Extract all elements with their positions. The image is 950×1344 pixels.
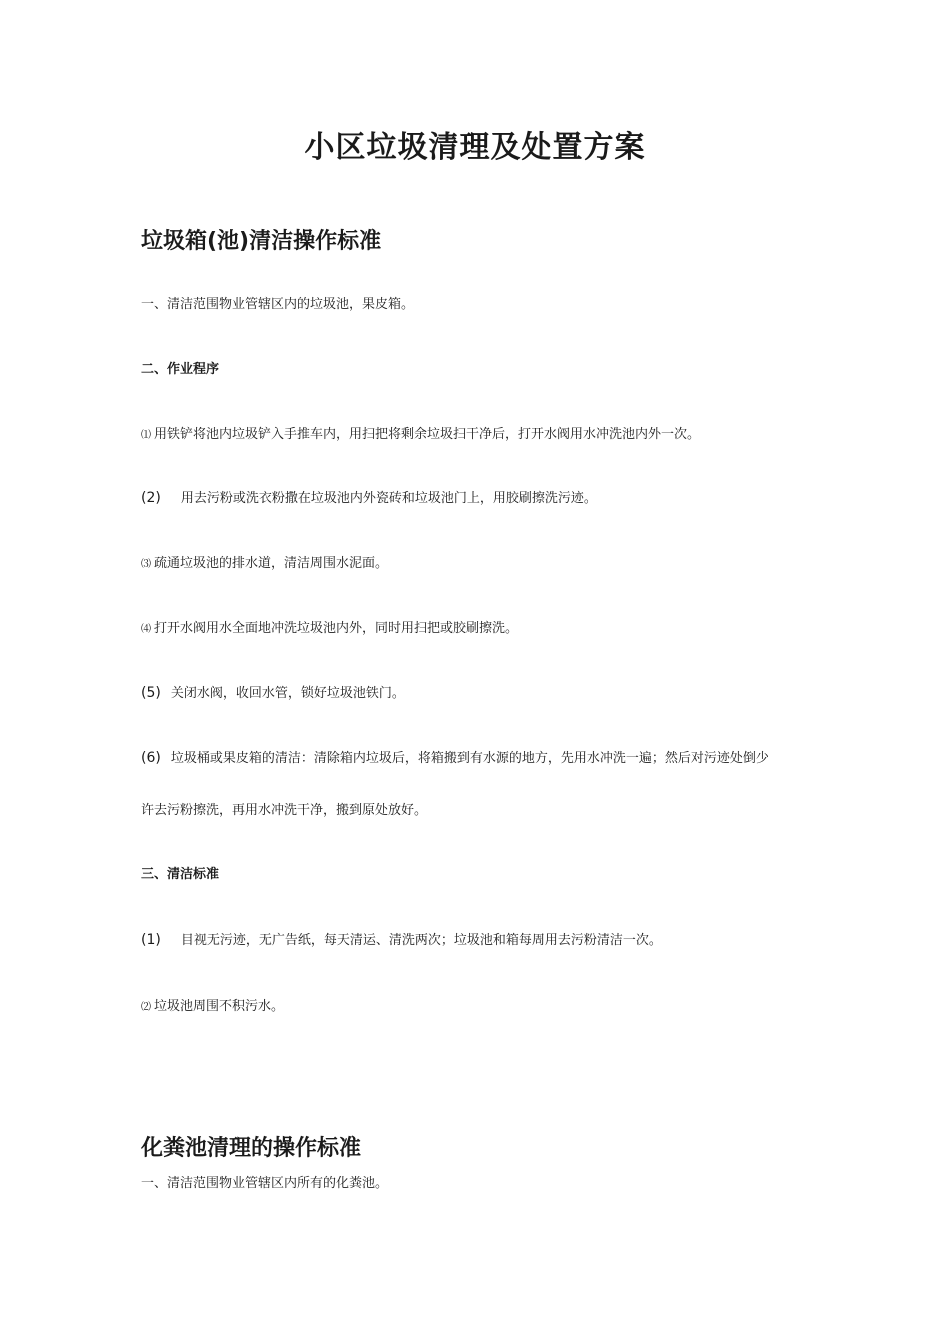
procedure-step — [141, 552, 388, 571]
procedure-heading: 二、作业程序 — [141, 362, 220, 377]
procedure-step — [141, 682, 405, 701]
section-heading-septic-tank: 化粪池清理的操作标准 — [141, 1136, 362, 1161]
step-number: (6) — [141, 750, 161, 766]
step-text: 打开水阀用水全面地冲洗垃圾池内外，同时用扫把或胶刷擦洗。 — [154, 621, 519, 636]
standard-heading: 三、清洁标准 — [141, 867, 220, 882]
step-text: 垃圾桶或果皮箱的清洁：清除箱内垃圾后，将箱搬到有水源的地方，先用水冲洗一遍；然后对污迹处倒少 — [170, 751, 769, 766]
step-number: ⑴ — [141, 430, 151, 441]
standard-text: 目视无污迹，无广告纸，每天清运、清洗两次；垃圾池和箱每周用去污粉清洁一次。 — [180, 933, 662, 948]
step-number: (2) — [141, 490, 161, 506]
procedure-step — [141, 617, 518, 636]
step-text: 用铁铲将池内垃圾铲入手推车内，用扫把将剩余垃圾扫干净后，打开水阀用水冲洗池内外一次。 — [154, 427, 701, 442]
document-title: 小区垃圾清理及处置方案 — [304, 130, 646, 165]
standard-item — [141, 929, 662, 948]
procedure-step-continuation: 许去污粉擦洗，再用水冲洗干净，搬到原处放好。 — [141, 803, 428, 818]
scope-paragraph: 一、清洁范围物业管辖区内的垃圾池，果皮箱。 — [141, 297, 415, 312]
procedure-step — [141, 747, 769, 766]
step-text: 关闭水阀，收回水管，锁好垃圾池铁门。 — [170, 686, 405, 701]
section-heading-bin-cleaning: 垃圾箱(池)清洁操作标准 — [141, 229, 382, 254]
standard-number: (1) — [141, 932, 161, 948]
standard-item — [141, 995, 284, 1014]
step-text: 用去污粉或洗衣粉撒在垃圾池内外瓷砖和垃圾池门上，用胶刷擦洗污迹。 — [180, 491, 597, 506]
step-number: ⑷ — [141, 624, 151, 635]
scope-paragraph: 一、清洁范围物业管辖区内所有的化粪池。 — [141, 1176, 389, 1191]
step-number: (5) — [141, 685, 161, 701]
standard-text: 垃圾池周围不积污水。 — [154, 999, 285, 1014]
standard-number: ⑵ — [141, 1002, 151, 1013]
step-text: 疏通垃圾池的排水道，清洁周围水泥面。 — [154, 556, 389, 571]
procedure-step — [141, 423, 700, 442]
procedure-step — [141, 487, 597, 506]
step-number: ⑶ — [141, 559, 151, 570]
